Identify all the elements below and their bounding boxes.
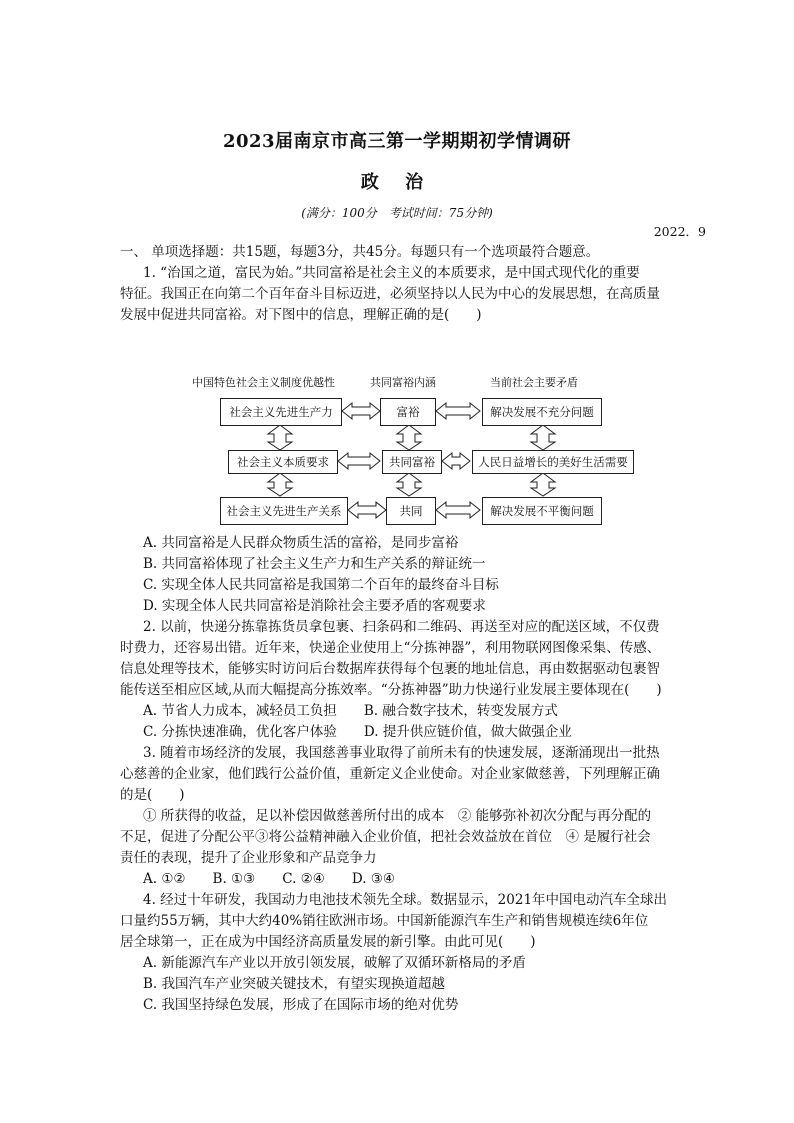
diagram-col-header-center: 共同富裕内涵 — [370, 376, 436, 389]
q4-line: 居全球第一，正在成为中国经济高质量发展的新引擎。由此可见( ) — [120, 934, 536, 950]
double-arrow-icon — [436, 502, 480, 518]
diagram-col-header-right: 当前社会主要矛盾 — [490, 376, 578, 389]
q3-line: 的是( ) — [120, 787, 185, 803]
vertical-arrow-icon — [531, 425, 555, 450]
q4-line: 口量约55万辆，其中大约40%销往欧洲市场。中国新能源汽车生产和销售规模连续6年位 — [120, 913, 649, 929]
q1-option: B. 共同富裕体现了社会主义生产力和生产关系的辩证统一 — [143, 556, 486, 572]
q2-line: 时费力，还容易出错。近年来，快递企业使用上“分拣神器”，利用物联网图像采集、传感、 — [120, 640, 661, 656]
diagram-box-center: 共同 — [386, 497, 436, 525]
q2-option: C. 分拣快速准确，优化客户体验 D. 提升供应链价值，做大做强企业 — [143, 724, 572, 740]
diagram-box-right: 人民日益增长的美好生活需要 — [472, 450, 634, 474]
q1-option: D. 实现全体人民共同富裕是消除社会主要矛盾的客观要求 — [143, 598, 486, 614]
q1-option: A. 共同富裕是人民群众物质生活的富裕，是同步富裕 — [143, 535, 459, 551]
vertical-arrow-icon — [268, 473, 292, 496]
double-arrow-icon — [338, 453, 380, 469]
double-arrow-icon — [342, 403, 380, 419]
q2-line: 2. 以前，快递分拣靠拣货员拿包裹、扫条码和二维码、再送至对应的配送区域，不仅费 — [143, 619, 660, 635]
q4-option: B. 我国汽车产业突破关键技术，有望实现换道超越 — [143, 976, 446, 992]
vertical-arrow-icon — [397, 425, 421, 450]
q1-line: 发展中促进共同富裕。对下图中的信息，理解正确的是( ) — [120, 307, 482, 323]
q2-line: 信息处理等技术，能够实时访问后台数据库获得每个包裹的地址信息，再由数据驱动包裹智 — [120, 661, 660, 677]
q3-line: ① 所获得的收益，足以补偿因做慈善所付出的成本 ② 能够弥补初次分配与再分配的 — [143, 808, 652, 824]
exam-date: 2022．9 — [653, 224, 706, 239]
q4-option: C. 我国坚持绿色发展，形成了在国际市场的绝对优势 — [143, 997, 459, 1013]
vertical-arrow-icon — [531, 473, 555, 496]
q3-line: 3. 随着市场经济的发展，我国慈善事业取得了前所未有的快速发展，逐渐涌现出一批热 — [143, 745, 660, 761]
q2-option: A. 节省人力成本，减轻员工负担 B. 融合数字技术，转变发展方式 — [143, 703, 558, 719]
diagram-box-center: 富裕 — [380, 398, 436, 426]
q4-option: A. 新能源汽车产业以开放引领发展，破解了双循环新格局的矛盾 — [143, 955, 526, 971]
vertical-arrow-icon — [268, 425, 292, 450]
q3-line: 不足，促进了分配公平③将公益精神融入企业价值，把社会效益放在首位 ④ 是履行社会 — [120, 829, 651, 845]
q1-line: 1. “治国之道，富民为始。”共同富裕是社会主义的本质要求，是中国式现代化的重要 — [143, 265, 640, 281]
double-arrow-icon — [436, 403, 480, 419]
q3-options: A. ①② B. ①③ C. ②④ D. ③④ — [143, 871, 396, 887]
diagram-box-right: 解决发展不平衡问题 — [482, 497, 602, 525]
exam-meta: (满分：100分 考试时间：75分钟) — [301, 206, 493, 220]
diagram-box-left: 社会主义先进生产力 — [220, 398, 342, 426]
diagram-col-header-left: 中国特色社会主义制度优越性 — [192, 376, 335, 389]
q3-line: 责任的表现，提升了企业形象和产品竞争力 — [120, 850, 377, 866]
diagram-box-left: 社会主义先进生产关系 — [220, 497, 348, 525]
q1-line: 特征。我国正在向第二个百年奋斗目标迈进，必须坚持以人民为中心的发展思想，在高质量 — [120, 286, 660, 302]
double-arrow-icon — [348, 502, 386, 518]
q2-line: 能传送至相应区域,从而大幅提高分拣效率。“分拣神器”助力快递行业发展主要体现在( ) — [120, 682, 662, 698]
double-arrow-icon — [442, 453, 470, 469]
section-heading: 一、 单项选择题：共15题，每题3分，共45分。每题只有一个选项最符合题意。 — [120, 244, 600, 260]
q3-line: 心慈善的企业家，他们践行公益价值，重新定义企业使命。对企业家做慈善，下列理解正确 — [120, 766, 660, 782]
diagram-box-left: 社会主义本质要求 — [228, 450, 338, 474]
subject-title: 政 治 — [360, 172, 434, 193]
q4-line: 4. 经过十年研发，我国动力电池技术领先全球。数据显示，2021年中国电动汽车全球出 — [143, 892, 668, 908]
q1-option: C. 实现全体人民共同富裕是我国第二个百年的最终奋斗目标 — [143, 577, 499, 593]
diagram-box-right: 解决发展不充分问题 — [482, 398, 602, 426]
document-title: 2023届南京市高三第一学期期初学情调研 — [222, 131, 572, 152]
diagram-box-center: 共同富裕 — [382, 450, 442, 474]
common-prosperity-diagram — [180, 370, 640, 530]
vertical-arrow-icon — [397, 473, 421, 496]
